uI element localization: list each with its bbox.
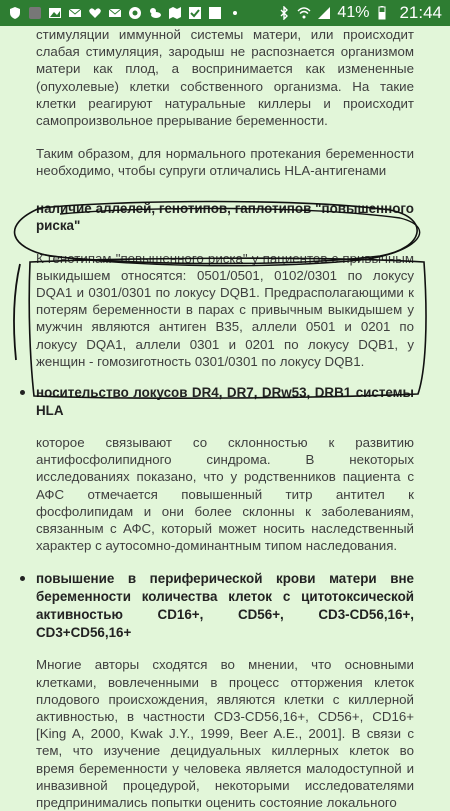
weather-icon [148, 6, 162, 20]
bullet-dot [20, 576, 25, 581]
battery-percent: 41% [337, 4, 370, 21]
bullet-risk-alleles-text: наличие аллелей, генотипов, гаплотипов "повышенного риска" [36, 200, 414, 233]
paragraph-genotypes: К генотипам "повышенного риска" у пациентов с привычным выкидышем относятся: 0501/0501, 0102/0301 по локусу DQA1 и 0301/0301 по локусу DQB1. Предрасполагающими к потерям беременности в парах с привычным выкидышем у мужчин являются антиген B35, аллели 0501 и 0201 по локусу DQA1, аллели 0301 и 0201 по локусу DQB1, у женщин - гомозиготность 0301/0301 по локусу DQB1. [36, 250, 414, 369]
paragraph-killer-cells: Многие авторы сходятся во мнении, что основными клетками, вовлеченными в процесс отторжения клеток плодового происхождения, являются клетки с киллерной активностью, в частности CD3-CD56,16+, CD56+, CD16+ [King A, 2000, Kwak J.Y., 1999, Beer A.E., 2001]. В связи с тем, что изучение децидуальных киллерных клеток во время беременности у человека является малодоступной и инвазивной процедурой, некоторыми исследователями предпринимались попытки оценить состояние локального [36, 657, 414, 811]
bullet-cytotoxic-cells [36, 570, 414, 642]
square-icon [208, 6, 222, 20]
map-icon [168, 6, 182, 20]
shield-icon [8, 6, 22, 20]
mail-icon [68, 6, 82, 20]
check-icon [188, 6, 202, 20]
dot-icon [228, 6, 242, 20]
signal-icon [317, 6, 331, 20]
notification-icons [8, 6, 277, 20]
bullet-dr-loci [36, 384, 414, 420]
bullet-dot [20, 390, 25, 395]
mail-icon [108, 6, 122, 20]
bullet-risk-alleles [36, 200, 414, 234]
paragraph-afs: которое связывают со склонностью к развитию антифосфолипидного синдрома. В некоторых исследованиях показано, что у родственников пациента с АФС отмечается повышенный титр антител к фосфолипидам и они более склонны к заболеваниям, связанным с АФС, который может носить наследственный характер с аутосомно-доминантным типом наследования. [36, 435, 414, 554]
heart-icon [88, 6, 102, 20]
status-bar [0, 0, 450, 26]
system-status [277, 3, 442, 23]
paragraph-intro: стимуляции иммунной системы матери, или происходит слабая стимуляция, зародыш не распознается организмом матери как плод, а воспринимается как измененные (опухолевые) клетки собственного организма. На такие клетки реагируют натуральные киллеры и происходит самопроизвольное прерывание беременности. [36, 27, 414, 129]
bullet-dr-loci-text: носительство локусов DR4, DR7, DRw53, DRB1 системы HLA [36, 385, 414, 419]
article-content [0, 26, 450, 811]
app-icon [28, 6, 42, 20]
battery-icon [375, 6, 389, 20]
chrome-icon [128, 6, 142, 20]
wifi-icon [297, 6, 311, 20]
bluetooth-icon [277, 6, 291, 20]
clock: 21:44 [399, 3, 442, 22]
bullet-cytotoxic-cells-text: повышение в периферической крови матери вне беременности количества клеток с цитотоксической активностью CD16+, CD56+, CD3-CD56,16+, CD3+CD56,16+ [36, 571, 414, 641]
image-icon [48, 6, 62, 20]
paragraph-conclusion: Таким образом, для нормального протекания беременности необходимо, чтобы супруги отличались HLA-антигенами [36, 146, 414, 179]
